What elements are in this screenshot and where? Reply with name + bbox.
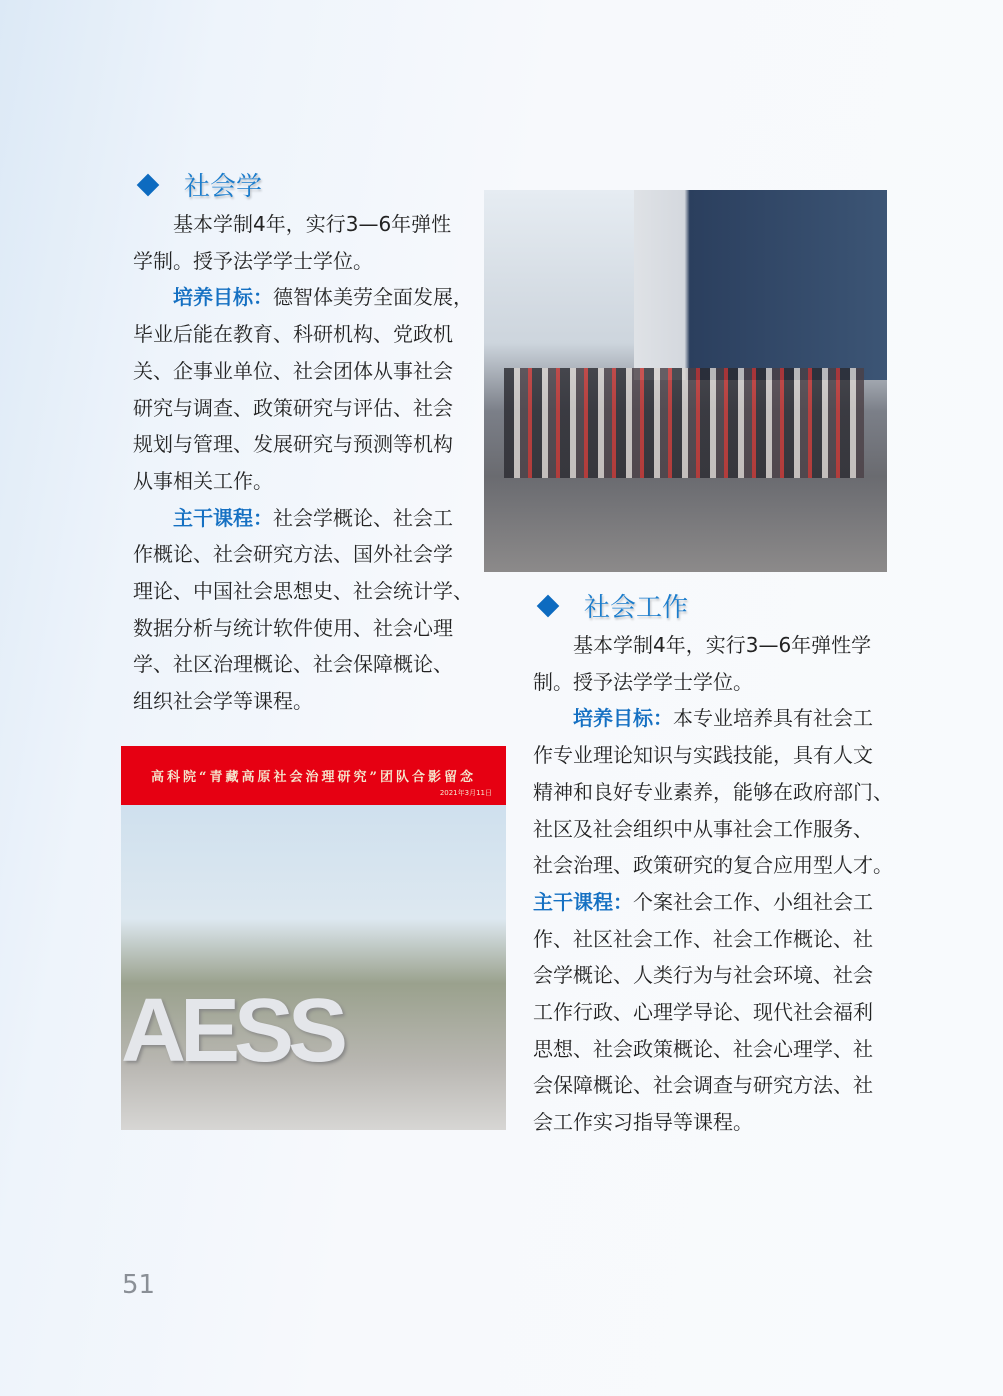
heading-text: 社会学	[184, 172, 263, 202]
text-line	[133, 500, 473, 537]
text-line	[133, 573, 473, 610]
line-text: 本专业培养具有社会工	[673, 706, 873, 731]
aess-sign: AESS	[121, 981, 343, 1081]
line-text: 会学概论、人类行为与社会环境、社会	[533, 963, 873, 988]
heading-text: 社会工作	[584, 593, 689, 623]
text-line	[533, 994, 893, 1031]
text-line	[533, 1067, 893, 1104]
field-label: 主干课程：	[173, 505, 273, 530]
banner-title: 高科院“青藏高原社会治理研究”团队合影留念	[151, 770, 476, 785]
line-text: 社会治理、政策研究的复合应用型人才。	[533, 853, 893, 878]
text-line	[533, 1031, 893, 1068]
line-text: 作专业理论知识与实践技能，具有人文	[533, 743, 873, 768]
line-text: 基本学制4年，实行3—6年弹性	[173, 212, 452, 236]
photo-banner	[121, 746, 506, 805]
text-line	[533, 847, 893, 884]
text-line	[133, 390, 473, 427]
line-text: 规划与管理、发展研究与预测等机构	[133, 432, 453, 457]
group-photo-team	[121, 746, 506, 1130]
photo-scene	[121, 805, 506, 1130]
text-line	[533, 957, 893, 994]
line-text: 精神和良好专业素养，能够在政府部门、	[533, 779, 893, 804]
text-line	[133, 426, 473, 463]
text-line	[133, 683, 473, 720]
line-text: 会工作实习指导等课程。	[533, 1110, 753, 1135]
line-text: 作、社区社会工作、社会工作概论、社	[533, 926, 873, 951]
line-text: 从事相关工作。	[133, 468, 273, 493]
section-heading-social-work	[536, 587, 688, 624]
crowd	[504, 368, 864, 478]
diamond-bullet-icon	[537, 594, 560, 617]
line-text: 关、企事业单位、社会团体从事社会	[133, 358, 453, 383]
line-text: 工作行政、心理学导论、现代社会福利	[533, 1000, 873, 1025]
line-text: 德智体美劳全面发展，	[273, 285, 473, 310]
text-line	[133, 243, 473, 280]
line-text: 理论、中国社会思想史、社会统计学、	[133, 579, 473, 604]
text-line	[133, 206, 473, 243]
field-label: 培养目标：	[573, 706, 673, 731]
line-text: 基本学制4年，实行3—6年弹性学	[573, 633, 872, 657]
text-line	[133, 610, 473, 647]
group-photo-building	[484, 190, 887, 572]
text-line	[533, 627, 893, 664]
line-text: 研究与调查、政策研究与评估、社会	[133, 395, 453, 420]
line-text: 个案社会工作、小组社会工	[633, 889, 873, 914]
field-label: 培养目标：	[173, 285, 273, 310]
field-label: 主干课程：	[533, 889, 633, 914]
text-line	[133, 279, 473, 316]
line-text: 作概论、社会研究方法、国外社会学	[133, 542, 453, 567]
text-line	[133, 463, 473, 500]
line-text: 毕业后能在教育、科研机构、党政机	[133, 322, 453, 347]
text-line	[133, 646, 473, 683]
text-line	[533, 884, 893, 921]
page-number: 51	[122, 1270, 156, 1300]
line-text: 思想、社会政策概论、社会心理学、社	[533, 1036, 873, 1061]
line-text: 社区及社会组织中从事社会工作服务、	[533, 816, 873, 841]
diamond-bullet-icon	[137, 173, 160, 196]
section-heading-sociology	[136, 166, 262, 203]
building	[634, 190, 887, 380]
social-work-text	[533, 627, 893, 1141]
text-line	[133, 353, 473, 390]
sociology-text	[133, 206, 473, 720]
text-line	[533, 737, 893, 774]
text-line	[533, 1104, 893, 1141]
text-line	[533, 811, 893, 848]
text-line	[133, 316, 473, 353]
text-line	[533, 664, 893, 701]
text-line	[533, 921, 893, 958]
line-text: 社会学概论、社会工	[273, 505, 453, 530]
text-line	[533, 700, 893, 737]
line-text: 组织社会学等课程。	[133, 689, 313, 714]
text-line	[533, 774, 893, 811]
text-line	[133, 536, 473, 573]
line-text: 会保障概论、社会调查与研究方法、社	[533, 1073, 873, 1098]
line-text: 制。授予法学学士学位。	[533, 669, 753, 694]
line-text: 数据分析与统计软件使用、社会心理	[133, 615, 453, 640]
banner-date: 2021年3月11日	[439, 789, 492, 797]
line-text: 学制。授予法学学士学位。	[133, 248, 373, 273]
line-text: 学、社区治理概论、社会保障概论、	[133, 652, 453, 677]
